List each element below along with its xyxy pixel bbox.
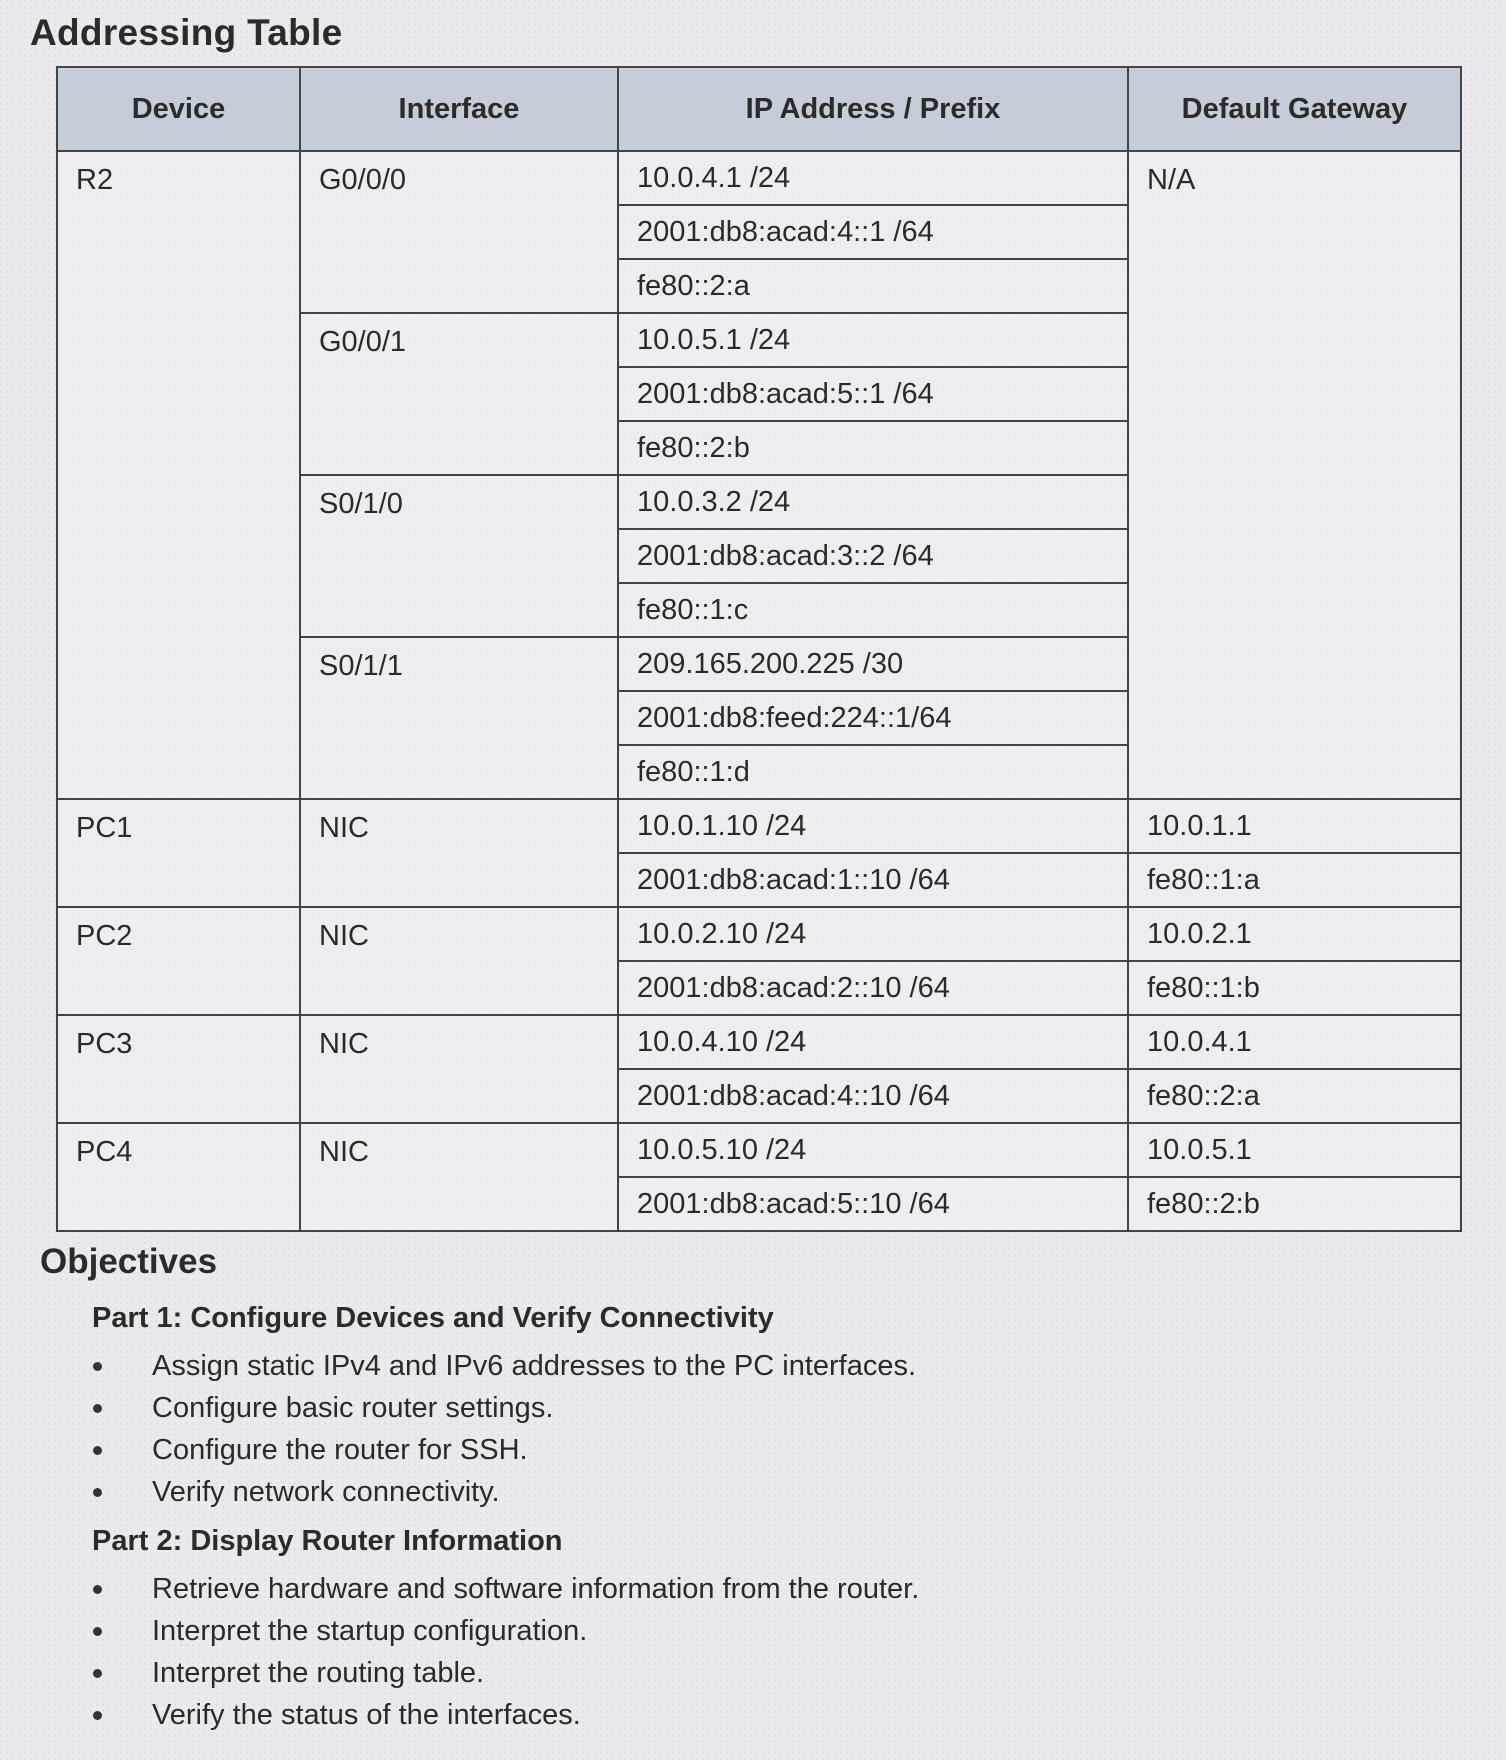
column-header-default-gateway: Default Gateway xyxy=(1128,67,1461,151)
list-item-text: Assign static IPv4 and IPv6 addresses to the PC interfaces. xyxy=(152,1350,917,1382)
ip-address-cell: 10.0.2.10 /24 xyxy=(618,907,1128,961)
ip-address-cell: fe80::2:b xyxy=(618,421,1128,475)
ip-address-cell: 10.0.3.2 /24 xyxy=(618,475,1128,529)
part-1-list xyxy=(0,1345,1100,1513)
list-item-text: Configure basic router settings. xyxy=(152,1392,554,1424)
addressing-table xyxy=(56,66,1462,1232)
gateway-cell: 10.0.5.1 xyxy=(1128,1123,1461,1177)
list-item xyxy=(0,1429,1100,1471)
table-row xyxy=(57,799,1461,853)
interface-cell: S0/1/0 xyxy=(300,475,618,637)
gateway-cell: 10.0.4.1 xyxy=(1128,1015,1461,1069)
part-2-title: Part 2: Display Router Information xyxy=(92,1525,563,1557)
device-cell-pc1: PC1 xyxy=(57,799,300,907)
interface-cell: NIC xyxy=(300,1015,618,1123)
bullet-icon xyxy=(93,1585,102,1594)
ip-address-cell: 10.0.5.10 /24 xyxy=(618,1123,1128,1177)
interface-cell: NIC xyxy=(300,799,618,907)
interface-cell: G0/0/0 xyxy=(300,151,618,313)
gateway-cell-r2: N/A xyxy=(1128,151,1461,799)
ip-address-cell: fe80::1:c xyxy=(618,583,1128,637)
ip-address-cell: 10.0.1.10 /24 xyxy=(618,799,1128,853)
list-item xyxy=(0,1471,1100,1513)
gateway-cell: fe80::1:b xyxy=(1128,961,1461,1015)
list-item-text: Configure the router for SSH. xyxy=(152,1434,528,1466)
bullet-icon xyxy=(93,1404,102,1413)
device-cell-pc3: PC3 xyxy=(57,1015,300,1123)
bullet-icon xyxy=(93,1711,102,1720)
gateway-cell: 10.0.2.1 xyxy=(1128,907,1461,961)
table-row xyxy=(57,1015,1461,1069)
objectives-heading: Objectives xyxy=(40,1242,218,1281)
column-header-interface: Interface xyxy=(300,67,618,151)
objectives-section xyxy=(0,1302,1100,1748)
list-item xyxy=(0,1387,1100,1429)
interface-cell: NIC xyxy=(300,1123,618,1231)
gateway-cell: fe80::2:a xyxy=(1128,1069,1461,1123)
bullet-icon xyxy=(93,1627,102,1636)
column-header-device: Device xyxy=(57,67,300,151)
device-cell-r2: R2 xyxy=(57,151,300,799)
list-item-text: Verify network connectivity. xyxy=(152,1476,500,1508)
bullet-icon xyxy=(93,1488,102,1497)
gateway-cell: fe80::2:b xyxy=(1128,1177,1461,1231)
interface-cell: S0/1/1 xyxy=(300,637,618,799)
list-item-text: Interpret the routing table. xyxy=(152,1657,485,1689)
table-header-row xyxy=(57,67,1461,151)
bullet-icon xyxy=(93,1362,102,1371)
ip-address-cell: 2001:db8:acad:5::10 /64 xyxy=(618,1177,1128,1231)
list-item xyxy=(0,1345,1100,1387)
ip-address-cell: 10.0.4.1 /24 xyxy=(618,151,1128,205)
ip-address-cell: 2001:db8:acad:2::10 /64 xyxy=(618,961,1128,1015)
part-1-title: Part 1: Configure Devices and Verify Connectivity xyxy=(92,1302,774,1334)
interface-cell: NIC xyxy=(300,907,618,1015)
ip-address-cell: 2001:db8:acad:3::2 /64 xyxy=(618,529,1128,583)
ip-address-cell: 2001:db8:acad:4::1 /64 xyxy=(618,205,1128,259)
ip-address-cell: 2001:db8:acad:4::10 /64 xyxy=(618,1069,1128,1123)
ip-address-cell: 10.0.4.10 /24 xyxy=(618,1015,1128,1069)
ip-address-cell: 2001:db8:acad:1::10 /64 xyxy=(618,853,1128,907)
list-item xyxy=(0,1652,1100,1694)
ip-address-cell: 209.165.200.225 /30 xyxy=(618,637,1128,691)
list-item-text: Verify the status of the interfaces. xyxy=(152,1699,581,1731)
interface-cell: G0/0/1 xyxy=(300,313,618,475)
ip-address-cell: 10.0.5.1 /24 xyxy=(618,313,1128,367)
device-cell-pc2: PC2 xyxy=(57,907,300,1015)
list-item xyxy=(0,1610,1100,1652)
ip-address-cell: fe80::1:d xyxy=(618,745,1128,799)
bullet-icon xyxy=(93,1669,102,1678)
list-item xyxy=(0,1568,1100,1610)
ip-address-cell: 2001:db8:feed:224::1/64 xyxy=(618,691,1128,745)
gateway-cell: 10.0.1.1 xyxy=(1128,799,1461,853)
list-item-text: Retrieve hardware and software information from the router. xyxy=(152,1573,920,1605)
column-header-ip-address: IP Address / Prefix xyxy=(618,67,1128,151)
ip-address-cell: fe80::2:a xyxy=(618,259,1128,313)
part-2-list xyxy=(0,1568,1100,1736)
bullet-icon xyxy=(93,1446,102,1455)
gateway-cell: fe80::1:a xyxy=(1128,853,1461,907)
ip-address-cell: 2001:db8:acad:5::1 /64 xyxy=(618,367,1128,421)
table-row xyxy=(57,907,1461,961)
addressing-table-heading: Addressing Table xyxy=(30,12,343,53)
list-item xyxy=(0,1694,1100,1736)
table-row xyxy=(57,151,1461,205)
table-row xyxy=(57,1123,1461,1177)
list-item-text: Interpret the startup configuration. xyxy=(152,1615,588,1647)
device-cell-pc4: PC4 xyxy=(57,1123,300,1231)
